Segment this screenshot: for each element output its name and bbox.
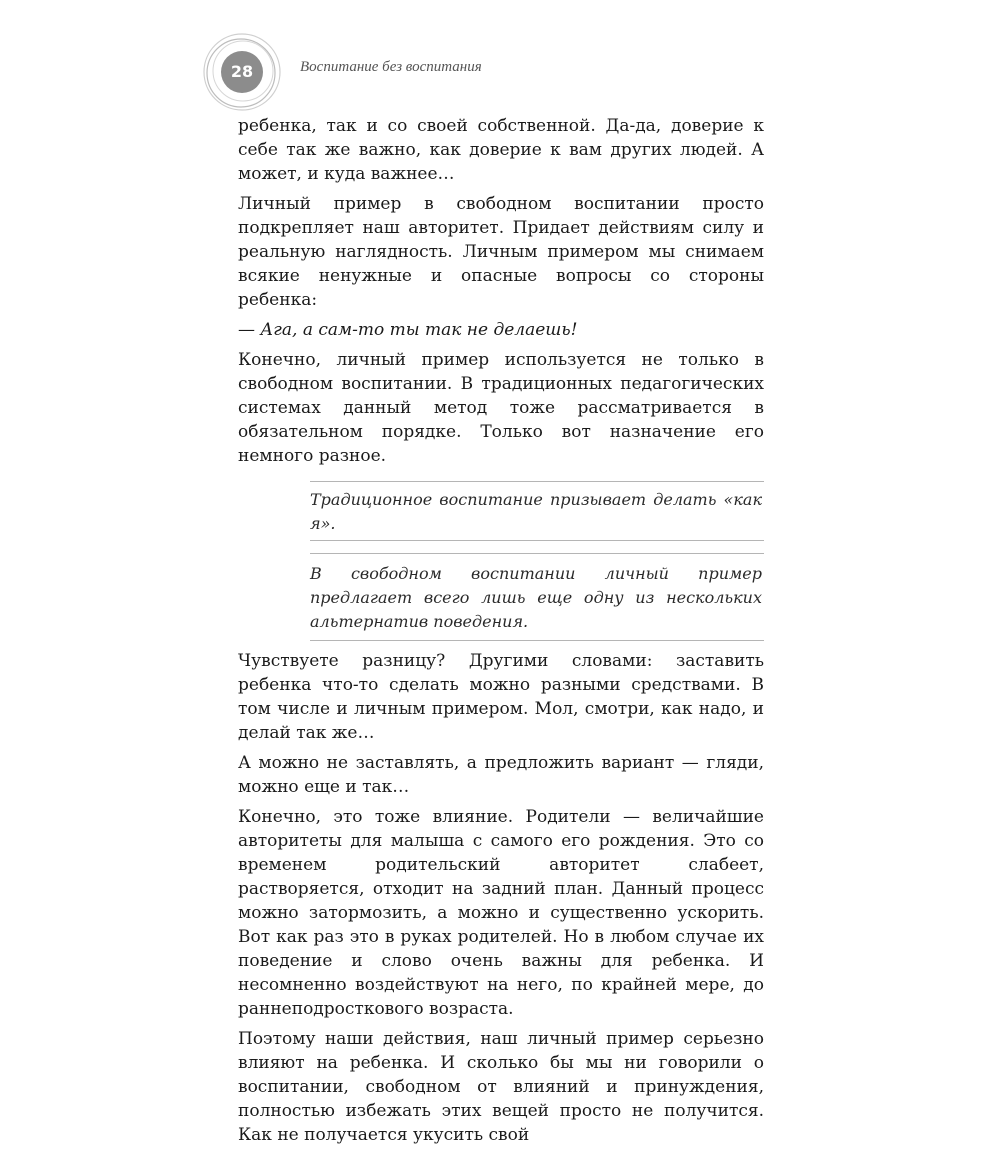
page-number: 28 <box>230 62 254 81</box>
paragraph: Поэтому наши действия, наш личный пример серьезно влияют на ребенка. И сколько бы мы ни говорили о воспитании, свободном от влияний и принуждения, полностью избежать этих вещей просто не получится. Как не получается укусить свой <box>238 1029 764 1145</box>
dialogue-text: Ага, а сам-то ты так не делаешь! <box>260 320 578 340</box>
paragraph: Личный пример в свободном воспитании просто подкрепляет наш авторитет. Придает действиям силу и реальную наглядность. Личным примером мы снимаем всякие ненужные и опасные вопросы со стороны ребенка: <box>238 194 764 310</box>
paragraph-continued: ребенка, так и со своей собственной. Да-да, доверие к себе так же важно, как доверие к вам других людей. А может, и куда важнее… <box>238 116 764 184</box>
dialogue-line <box>238 318 764 342</box>
body-text <box>238 114 764 1153</box>
paragraph: Конечно, личный пример используется не только в свободном воспитании. В традиционных педагогических системах данный метод тоже рассматривается в обязательном порядке. Только вот назначение его немного разное. <box>238 350 764 466</box>
dialogue-dash: — <box>238 320 255 340</box>
paragraph: А можно не заставлять, а предложить вариант — гляди, можно еще и так… <box>238 753 764 797</box>
callout-free-upbringing: В свободном воспитании личный пример предлагает всего лишь еще одну из нескольких альтернатив поведения. <box>310 553 764 641</box>
paragraph: Конечно, это тоже влияние. Родители — величайшие авторитеты для малыша с самого его рождения. Это со временем родительский авторитет слабеет, растворяется, отходит на задний план. Данный процесс можно затормозить, а можно и существенно ускорить. Вот как раз это в руках родителей. Но в любом случае их поведение и слово очень важны для ребенка. И несомненно воздействуют на него, по крайней мере, до раннеподросткового возраста. <box>238 807 764 1019</box>
callout-traditional: Традиционное воспитание призывает делать «как я». <box>310 481 764 541</box>
paragraph: Чувствуете разницу? Другими словами: заставить ребенка что-то сделать можно разными средствами. В том числе и личным примером. Мол, смотри, как надо, и делай так же… <box>238 651 764 743</box>
callout-group <box>310 481 764 641</box>
running-head-title: Воспитание без воспитания <box>300 59 482 75</box>
